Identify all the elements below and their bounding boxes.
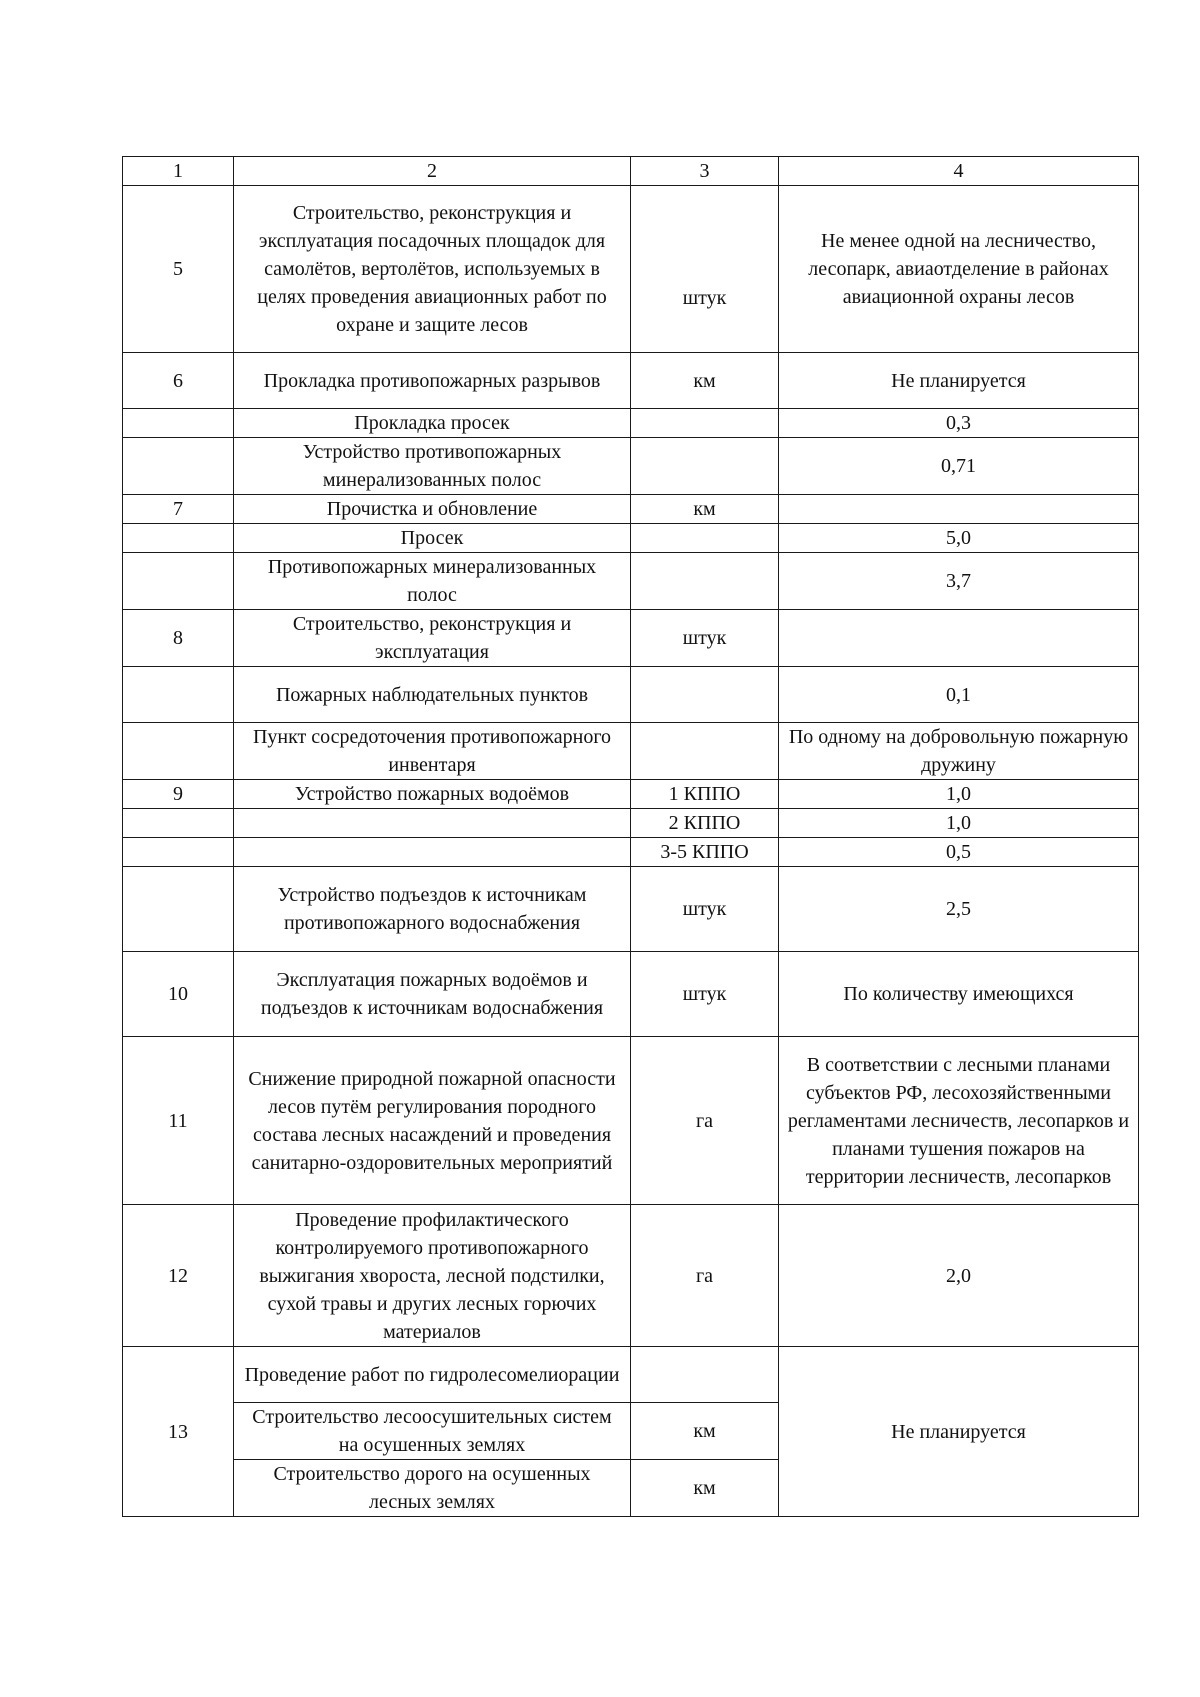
- measure-name: Проведение профилактического контролируемого противопожарного выжигания хвороста, лесной подстилки, сухой травы и других лесных горючих материалов: [234, 1205, 631, 1347]
- measure-name: [234, 838, 631, 867]
- planned-value: 1,0: [779, 780, 1139, 809]
- planned-value: [779, 495, 1139, 524]
- measure-name: Прочистка и обновление: [234, 495, 631, 524]
- row-number: 11: [123, 1037, 234, 1205]
- row-number: 12: [123, 1205, 234, 1347]
- planned-value: [779, 610, 1139, 667]
- planned-value: 0,71: [779, 438, 1139, 495]
- measure-name: Устройство пожарных водоёмов: [234, 780, 631, 809]
- table-row: [123, 186, 1139, 353]
- measure-name: Противопожарных минерализованных полос: [234, 553, 631, 610]
- measure-name: Устройство подъездов к источникам противопожарного водоснабжения: [234, 867, 631, 952]
- table-row: [123, 524, 1139, 553]
- row-number: [123, 524, 234, 553]
- planned-value: Не планируется: [779, 1347, 1139, 1517]
- unit-of-measure: [631, 723, 779, 780]
- measure-name: Строительство, реконструкция и эксплуатация: [234, 610, 631, 667]
- row-number: [123, 723, 234, 780]
- table-row: [123, 809, 1139, 838]
- header-col-3: 3: [631, 157, 779, 186]
- unit-of-measure: штук: [631, 610, 779, 667]
- measures-table: [122, 156, 1139, 1517]
- planned-value: 2,0: [779, 1205, 1139, 1347]
- header-col-4: 4: [779, 157, 1139, 186]
- unit-of-measure: км: [631, 1403, 779, 1460]
- table-row: [123, 1347, 1139, 1403]
- measure-name: Пожарных наблюдательных пунктов: [234, 667, 631, 723]
- measure-name: Просек: [234, 524, 631, 553]
- unit-of-measure: км: [631, 495, 779, 524]
- measure-name: Снижение природной пожарной опасности лесов путём регулирования породного состава лесных насаждений и проведения санитарно-оздоровительных мероприятий: [234, 1037, 631, 1205]
- unit-of-measure: [631, 438, 779, 495]
- unit-of-measure: км: [631, 353, 779, 409]
- measure-name: Пункт сосредоточения противопожарного инвентаря: [234, 723, 631, 780]
- table-row: [123, 553, 1139, 610]
- header-row: [123, 157, 1139, 186]
- row-number: [123, 867, 234, 952]
- row-number: [123, 838, 234, 867]
- measure-name: [234, 809, 631, 838]
- row-number: 13: [123, 1347, 234, 1517]
- row-number: 10: [123, 952, 234, 1037]
- unit-of-measure: км: [631, 1460, 779, 1517]
- unit-of-measure: штук: [631, 186, 779, 353]
- unit-of-measure: штук: [631, 867, 779, 952]
- row-number: 7: [123, 495, 234, 524]
- unit-of-measure: 1 КППО: [631, 780, 779, 809]
- table-row: [123, 723, 1139, 780]
- measure-name: Проведение работ по гидролесомелиорации: [234, 1347, 631, 1403]
- unit-of-measure: [631, 667, 779, 723]
- planned-value: Не планируется: [779, 353, 1139, 409]
- unit-of-measure: 3-5 КППО: [631, 838, 779, 867]
- table-row: [123, 667, 1139, 723]
- planned-value: 1,0: [779, 809, 1139, 838]
- row-number: 8: [123, 610, 234, 667]
- planned-value: Не менее одной на лесничество, лесопарк, авиаотделение в районах авиационной охраны лесов: [779, 186, 1139, 353]
- measure-name: Устройство противопожарных минерализованных полос: [234, 438, 631, 495]
- unit-of-measure: [631, 409, 779, 438]
- unit-of-measure: га: [631, 1037, 779, 1205]
- row-number: [123, 667, 234, 723]
- row-number: [123, 409, 234, 438]
- unit-of-measure: га: [631, 1205, 779, 1347]
- table-row: [123, 838, 1139, 867]
- row-number: 9: [123, 780, 234, 809]
- planned-value: В соответствии с лесными планами субъектов РФ, лесохозяйственными регламентами лесничеств, лесопарков и планами тушения пожаров на территории лесничеств, лесопарков: [779, 1037, 1139, 1205]
- measure-name: Строительство лесоосушительных систем на осушенных землях: [234, 1403, 631, 1460]
- measure-name: Прокладка противопожарных разрывов: [234, 353, 631, 409]
- measure-name: Строительство, реконструкция и эксплуатация посадочных площадок для самолётов, вертолётов, используемых в целях проведения авиационных работ по охране и защите лесов: [234, 186, 631, 353]
- unit-of-measure: [631, 553, 779, 610]
- table-row: [123, 1037, 1139, 1205]
- table-row: [123, 1205, 1139, 1347]
- row-number: [123, 553, 234, 610]
- table-row: [123, 867, 1139, 952]
- unit-of-measure: [631, 1347, 779, 1403]
- table-row: [123, 409, 1139, 438]
- planned-value: 0,3: [779, 409, 1139, 438]
- row-number: [123, 438, 234, 495]
- measure-name: Строительство дорого на осушенных лесных землях: [234, 1460, 631, 1517]
- unit-of-measure: 2 КППО: [631, 809, 779, 838]
- header-col-2: 2: [234, 157, 631, 186]
- table-row: [123, 495, 1139, 524]
- unit-of-measure: штук: [631, 952, 779, 1037]
- table-row: [123, 780, 1139, 809]
- table-row: [123, 952, 1139, 1037]
- table-row: [123, 353, 1139, 409]
- row-number: 5: [123, 186, 234, 353]
- measure-name: Эксплуатация пожарных водоёмов и подъездов к источникам водоснабжения: [234, 952, 631, 1037]
- table-row: [123, 438, 1139, 495]
- planned-value: 3,7: [779, 553, 1139, 610]
- planned-value: 0,1: [779, 667, 1139, 723]
- unit-of-measure: [631, 524, 779, 553]
- planned-value: 0,5: [779, 838, 1139, 867]
- row-number: [123, 809, 234, 838]
- row-number: 6: [123, 353, 234, 409]
- measure-name: Прокладка просек: [234, 409, 631, 438]
- planned-value: 2,5: [779, 867, 1139, 952]
- header-col-1: 1: [123, 157, 234, 186]
- planned-value: 5,0: [779, 524, 1139, 553]
- planned-value: По количеству имеющихся: [779, 952, 1139, 1037]
- planned-value: По одному на добровольную пожарную дружину: [779, 723, 1139, 780]
- table-row: [123, 610, 1139, 667]
